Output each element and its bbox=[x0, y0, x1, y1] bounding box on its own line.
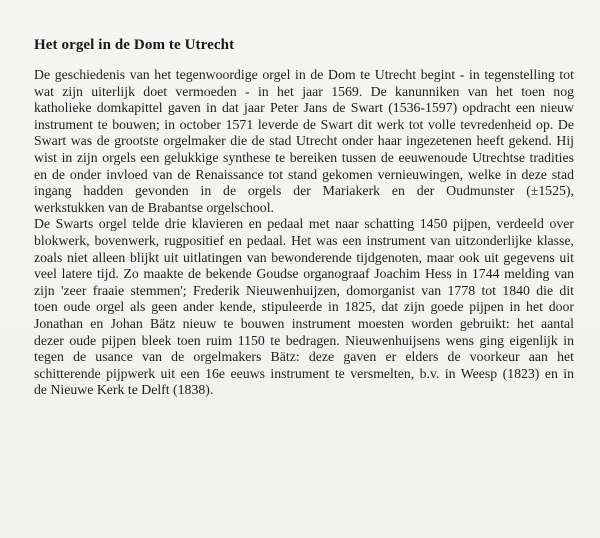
text-line: ingang hadden gevonden in de orgels der Mariakerk en der Oudmunster (±1525), bbox=[34, 183, 574, 199]
text-line: werkstukken van de Brabantse orgelschool. bbox=[34, 199, 274, 215]
text-line: de Nieuwe Kerk te Delft (1838). bbox=[34, 382, 214, 398]
text-line: De geschiedenis van het tegenwoordige orgel in de Dom te Utrecht begint - in tegenstelling tot bbox=[34, 67, 574, 82]
body-text bbox=[34, 67, 574, 399]
text-line: toen oude orgel als geen ander kende, stipuleerde in 1825, dat zijn goede pijpen in het door bbox=[34, 299, 574, 315]
text-line: tegen de usance van de orgelmakers Bätz: deze gaven er elders de voorkeur aan het bbox=[34, 349, 574, 365]
text-line: De Swarts orgel telde drie klavieren en pedaal met naar schatting 1450 pijpen, verdeeld over bbox=[34, 216, 574, 232]
text-line: katholieke domkapittel gaven in dat jaar Peter Jans de Swart (1536-1597) opdracht een nieuw bbox=[34, 100, 574, 116]
text-line: schitterende pijpwerk uit een 16e eeuws instrument te versmelten, b.v. in Weesp (1823) en in bbox=[34, 365, 574, 381]
text-line: blokwerk, bovenwerk, rugpositief en pedaal. Het was een instrument van uitzonderlijke klasse, bbox=[34, 232, 574, 248]
text-line: wat zijn uiterlijk doet vermoeden - in het jaar 1569. De kanunniken van het toen nog bbox=[34, 83, 574, 99]
text-line: zoals niet alleen blijkt uit uitlatingen van bewonderende tijdgenoten, maar ook uit gegevens uit bbox=[34, 249, 574, 265]
text-line: Swart was de grootste orgelmaker die de stad Utrecht onder haar ingezetenen heeft gekend. Hij bbox=[34, 133, 574, 149]
paragraph-1 bbox=[34, 67, 574, 216]
text-line: veel latere tijd. Zo maakte de bekende Goudse organograaf Joachim Hess in 1744 melding van bbox=[34, 266, 574, 282]
text-line: zijn 'zeer fraaie stemmen'; Frederik Nieuwenhuijzen, domorganist van 1778 tot 1840 die dit bbox=[34, 282, 574, 298]
text-line: Jonathan en Johan Bätz nieuw te bouwen instrument moesten worden gebruikt: het aantal bbox=[34, 315, 574, 331]
text-line: wist in zijn orgels een gelukkige synthese te bereiken tussen de eeuwenoude Utrechtse tradities bbox=[34, 149, 574, 165]
paragraph-2 bbox=[34, 216, 574, 399]
text-line: instrument te bouwen; in october 1571 leverde de Swart dit werk tot volle tevredenheid op. De bbox=[34, 116, 574, 132]
text-line: dezer oude pijpen bleek toen ruim 1150 te bedragen. Nieuwenhuijsens wens ging eigenlijk in bbox=[34, 332, 574, 348]
text-line: en de onder invloed van de Renaissance tot stand gekomen vernieuwingen, welke in deze stad bbox=[34, 166, 574, 182]
document-title: Het orgel in de Dom te Utrecht bbox=[34, 37, 235, 53]
